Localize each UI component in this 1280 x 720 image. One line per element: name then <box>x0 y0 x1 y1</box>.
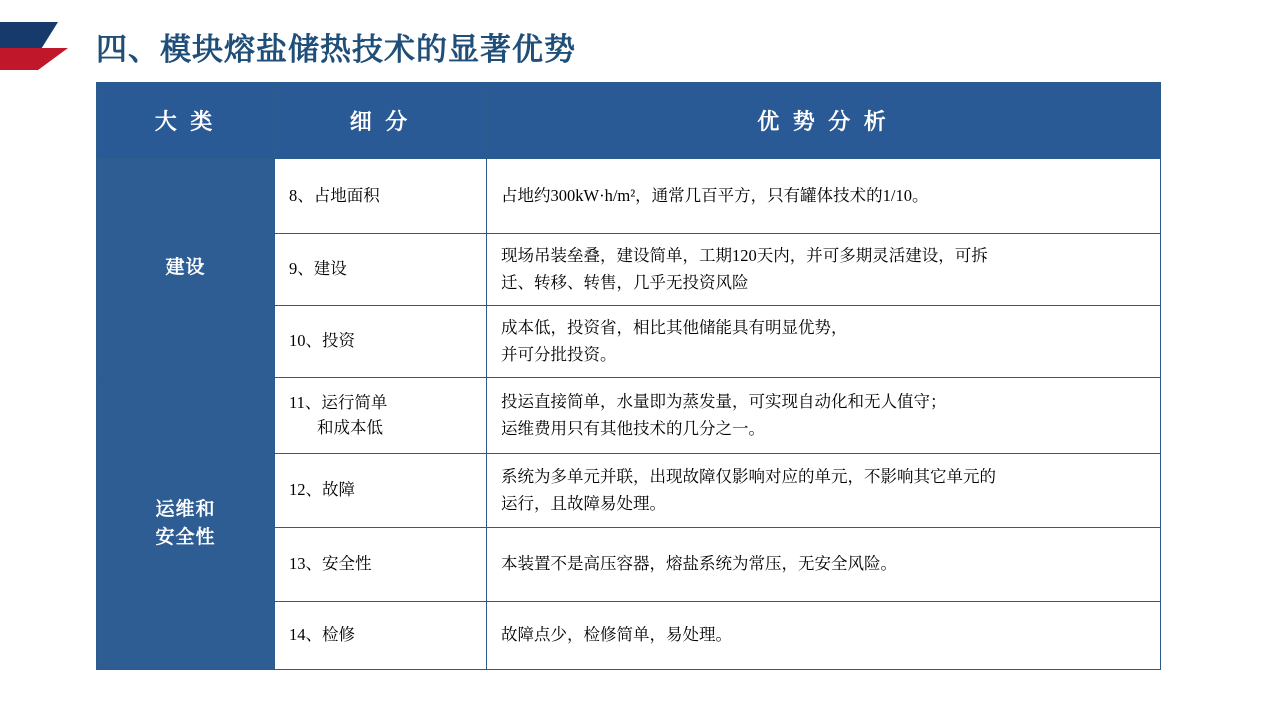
analysis-cell <box>487 234 1161 306</box>
header-analysis: 优 势 分 析 <box>487 83 1161 159</box>
table-header <box>97 83 1161 159</box>
analysis-line: 迁、转移、转售，几乎无投资风险 <box>501 272 749 292</box>
subcategory-text: 12、故障 <box>289 480 355 500</box>
subcategory-text: 14、检修 <box>289 625 355 645</box>
analysis-cell <box>487 602 1161 670</box>
category-cell-construction: 建设 <box>97 159 275 378</box>
corner-decoration <box>0 22 78 74</box>
analysis-line: 并可分批投资。 <box>501 344 617 364</box>
table-header-row <box>97 83 1161 159</box>
advantages-table <box>96 82 1161 670</box>
subcategory-cell <box>275 234 487 306</box>
analysis-line: 运行，且故障易处理。 <box>501 493 666 513</box>
analysis-cell <box>487 306 1161 378</box>
subcategory-cell <box>275 306 487 378</box>
category-line-1: 运维和 <box>155 498 216 520</box>
analysis-line: 投运直接简单，水量即为蒸发量，可实现自动化和无人值守； <box>501 391 947 411</box>
analysis-cell <box>487 528 1161 602</box>
analysis-cell <box>487 454 1161 528</box>
subcategory-cell <box>275 454 487 528</box>
subcategory-text: 10、投资 <box>289 331 355 351</box>
analysis-line: 成本低，投资省，相比其他储能具有明显优势， <box>501 317 848 337</box>
subcategory-text: 8、占地面积 <box>289 185 380 205</box>
corner-red-shape <box>0 48 68 70</box>
category-line-2: 安全性 <box>155 526 216 548</box>
subcategory-cell <box>275 378 487 454</box>
header-category: 大 类 <box>97 83 275 159</box>
analysis-line: 本装置不是高压容器，熔盐系统为常压，无安全风险。 <box>501 554 897 574</box>
corner-blue-shape <box>0 22 58 48</box>
page-title: 四、模块熔盐储热技术的显著优势 <box>96 32 576 67</box>
analysis-cell <box>487 378 1161 454</box>
subcategory-text: 9、建设 <box>289 259 347 279</box>
subcategory-cell <box>275 528 487 602</box>
subcategory-cell <box>275 159 487 234</box>
table-row <box>97 159 1161 234</box>
subcategory-text: 11、运行简单 <box>289 392 388 412</box>
table-body <box>97 159 1161 670</box>
header-subcategory: 细 分 <box>275 83 487 159</box>
analysis-line: 系统为多单元并联，出现故障仅影响对应的单元，不影响其它单元的 <box>501 466 996 486</box>
analysis-line: 运维费用只有其他技术的几分之一。 <box>501 418 765 438</box>
subcategory-text: 13、安全性 <box>289 554 372 574</box>
analysis-line: 现场吊装垒叠，建设简单，工期120天内，并可多期灵活建设，可拆 <box>501 245 988 265</box>
category-cell-operation-safety <box>97 378 275 670</box>
analysis-line: 故障点少，检修简单，易处理。 <box>501 625 732 645</box>
subcategory-cell <box>275 602 487 670</box>
analysis-line: 占地约300kW·h/m²，通常几百平方，只有罐体技术的1/10。 <box>501 185 929 205</box>
analysis-cell <box>487 159 1161 234</box>
table-row <box>97 378 1161 454</box>
subcategory-text-2: 和成本低 <box>317 417 383 437</box>
